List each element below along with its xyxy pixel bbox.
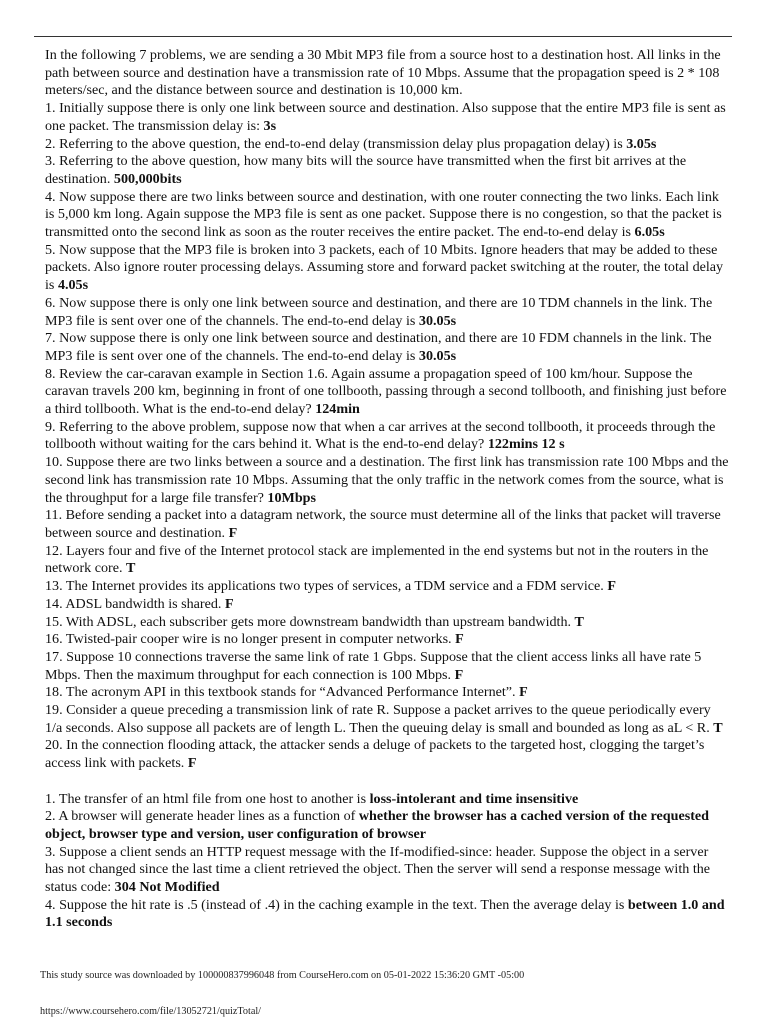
answer-text: 304 Not Modified bbox=[114, 879, 220, 896]
question-text: 13. The Internet provides its applications two types of services, a TDM service and a FDM service. bbox=[45, 578, 608, 595]
answer-text: T bbox=[126, 560, 136, 577]
question-text: 8. Review the car-caravan example in Section 1.6. Again assume a propagation speed of 100 km/hour. Suppose the caravan travels 200 km, beginning in front of one tollbooth, passing through a second tollbooth, and finishing just before a third tollbooth. What is the end-to-end delay? bbox=[45, 365, 727, 418]
question-item bbox=[45, 844, 729, 897]
question-text: 19. Consider a queue preceding a transmission link of rate R. Suppose a packet arrives to the queue periodically every 1/a seconds. Also suppose all packets are of length L. Then the queuing delay is small and bounded as long as aL < R. bbox=[45, 702, 714, 736]
question-text: 6. Now suppose there is only one link between source and destination, and there are 10 TDM channels in the link. The MP3 file is sent over one of the channels. The end-to-end delay is bbox=[45, 294, 713, 329]
question-item bbox=[45, 100, 729, 135]
question-text: 16. Twisted-pair cooper wire is no longer present in computer networks. bbox=[45, 631, 456, 648]
answer-text: F bbox=[187, 755, 197, 772]
question-text: 11. Before sending a packet into a datagram network, the source must determine all of the links that packet will traverse between source and destination. bbox=[45, 507, 721, 541]
question-text: 5. Now suppose that the MP3 file is broken into 3 packets, each of 10 Mbits. Ignore headers that may be added to these packets. Also ignore router processing delays. Assuming store and forward packet switching at the router, the total delay is bbox=[45, 241, 724, 294]
question-text: 17. Suppose 10 connections traverse the same link of rate 1 Gbps. Suppose that the client access links all have rate 5 Mbps. Then the maximum throughput for each connection is 100 Mbps. bbox=[45, 648, 702, 683]
answer-text: F bbox=[224, 595, 234, 612]
question-text: 4. Now suppose there are two links between source and destination, with one router connecting the two links. Each link is 5,000 km long. Again suppose the MP3 file is sent as one packet. Suppose there is no congestion, so that the packet is transmitted onto the second link as soon as the router receives the entire packet. The end-to-end delay is bbox=[45, 188, 722, 241]
answer-text: 124min bbox=[315, 401, 360, 418]
question-text: 1. Initially suppose there is only one link between source and destination. Also suppose that the entire MP3 file is sent as one packet. The transmission delay is: bbox=[45, 100, 726, 134]
question-item bbox=[45, 507, 729, 542]
top-divider bbox=[34, 36, 732, 37]
question-item bbox=[45, 684, 729, 702]
answer-text: 6.05s bbox=[634, 224, 665, 241]
answer-text: F bbox=[454, 666, 464, 683]
question-item bbox=[45, 189, 729, 242]
question-item bbox=[45, 897, 729, 932]
question-text: 9. Referring to the above problem, suppose now that when a car arrives at the second tollbooth, it proceeds through the tollbooth without waiting for the cars behind it. What is the end-to-end delay? bbox=[45, 418, 716, 453]
question-text: 14. ADSL bandwidth is shared. bbox=[45, 595, 225, 612]
source-url[interactable]: https://www.coursehero.com/file/13052721/quizTotal/ bbox=[40, 1006, 262, 1017]
question-text: 18. The acronym API in this textbook stands for “Advanced Performance Internet”. bbox=[45, 684, 520, 701]
answer-text: whether the browser has a cached version of the requested object, browser type and version, user configuration of browser bbox=[45, 808, 709, 842]
answer-text: F bbox=[607, 578, 616, 595]
question-item bbox=[45, 737, 729, 772]
question-text: 3. Referring to the above question, how many bits will the source have transmitted when the first bit arrives at the destination. bbox=[45, 153, 687, 187]
question-text: 2. A browser will generate header lines as a function of bbox=[45, 808, 359, 825]
question-text: 15. With ADSL, each subscriber gets more downstream bandwidth than upstream bandwidth. bbox=[45, 613, 575, 630]
question-item bbox=[45, 242, 729, 295]
question-item bbox=[45, 578, 729, 596]
section-application-questions bbox=[45, 791, 729, 933]
question-item bbox=[45, 454, 729, 507]
question-text: 7. Now suppose there is only one link between source and destination, and there are 10 FDM channels in the link. The MP3 file is sent over one of the channels. The end-to-end delay is bbox=[45, 330, 712, 364]
answer-text: loss-intolerant and time insensitive bbox=[369, 790, 579, 807]
question-item bbox=[45, 649, 729, 684]
answer-text: 10Mbps bbox=[267, 489, 316, 506]
answer-text: F bbox=[228, 524, 238, 541]
answer-text: between 1.0 and 1.1 seconds bbox=[45, 896, 725, 931]
question-item bbox=[45, 366, 729, 419]
download-notice: This study source was downloaded by 100000837996048 from CourseHero.com on 05-01-2022 15:36:20 GMT -05:00 bbox=[40, 970, 525, 981]
section-spacer bbox=[45, 773, 729, 791]
question-text: 10. Suppose there are two links between a source and a destination. The first link has transmission rate 100 Mbps and the second link has transmission rate 10 Mbps. Assuming that the only traffic in the network comes from the source, what is the throughput for a large file transfer? bbox=[45, 454, 729, 506]
answer-text: 3.05s bbox=[626, 135, 657, 152]
question-item bbox=[45, 330, 729, 365]
question-item bbox=[45, 614, 729, 632]
question-item bbox=[45, 419, 729, 454]
question-text: 3. Suppose a client sends an HTTP request message with the If-modified-since: header. Suppose the object in a server has not changed since the last time a client retrieved the object. Then the server will send a response message with the status code: bbox=[45, 843, 711, 896]
answer-text: T bbox=[574, 613, 584, 630]
question-item bbox=[45, 543, 729, 578]
question-item bbox=[45, 631, 729, 649]
question-item bbox=[45, 808, 729, 843]
answer-text: 122mins 12 s bbox=[487, 436, 565, 453]
question-text: 1. The transfer of an html file from one host to another is bbox=[45, 790, 370, 807]
answer-text: 30.05s bbox=[418, 347, 457, 364]
question-item bbox=[45, 791, 729, 809]
section-network-questions bbox=[45, 100, 729, 773]
question-item bbox=[45, 153, 729, 188]
answer-text: F bbox=[519, 684, 528, 701]
question-item bbox=[45, 136, 729, 154]
answer-text: 3s bbox=[263, 117, 277, 134]
question-text: 12. Layers four and five of the Internet protocol stack are implemented in the end systems but not in the routers in the network core. bbox=[45, 542, 709, 577]
question-text: 4. Suppose the hit rate is .5 (instead of .4) in the caching example in the text. Then the average delay is bbox=[45, 896, 628, 913]
question-text: 20. In the connection flooding attack, the attacker sends a deluge of packets to the targeted host, clogging the target’s access link with packets. bbox=[45, 737, 705, 772]
answer-text: T bbox=[713, 719, 723, 736]
question-text: 2. Referring to the above question, the end-to-end delay (transmission delay plus propagation delay) is bbox=[45, 135, 627, 152]
question-item bbox=[45, 295, 729, 330]
answer-text: 30.05s bbox=[418, 312, 457, 329]
question-item bbox=[45, 702, 729, 737]
answer-text: 4.05s bbox=[57, 277, 89, 294]
intro-paragraph: In the following 7 problems, we are sending a 30 Mbit MP3 file from a source host to a destination host. All links in the path between source and destination have a transmission rate of 10 Mbps. Assume that the propagation speed is 2 * 108 meters/sec, and the distance between source and destination is 10,000 km. bbox=[45, 47, 721, 99]
question-item bbox=[45, 596, 729, 614]
document-body bbox=[45, 47, 729, 932]
answer-text: 500,000bits bbox=[113, 170, 182, 187]
answer-text: F bbox=[455, 631, 464, 648]
